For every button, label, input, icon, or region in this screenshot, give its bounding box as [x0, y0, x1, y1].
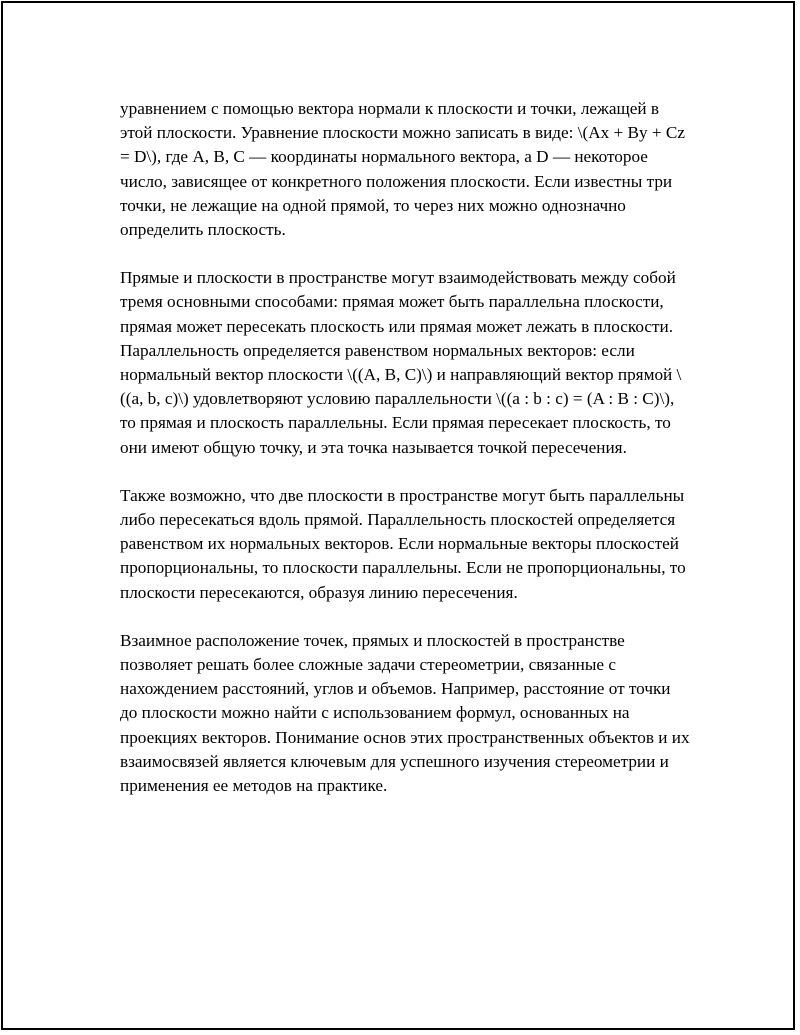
paragraph-conclusion: Взаимное расположение точек, прямых и плоскостей в пространстве позволяет решать более сложные задачи стереометрии, связанные с нахождением расстояний, углов и объемов. Например, расстояние от точки до плоскости можно найти с использованием формул, основанных на проекциях векторов. Понимание основ этих пространственных объектов и их взаимосвязей является ключевым для успешного изучения стереометрии и применения ее методов на практике.	[120, 630, 690, 796]
paragraph-plane-equation: уравнением с помощью вектора нормали к плоскости и точки, лежащей в этой плоскости. Уравнение плоскости можно записать в виде: \(Ax + By + Cz = D\), где A, B, C — координаты нормального вектора, а D — некоторое число, зависящее от конкретного положения плоскости. Если известны три точки, не лежащие на одной прямой, то через них можно однозначно определить плоскость.	[120, 99, 685, 240]
paragraph-two-planes: Также возможно, что две плоскости в пространстве могут быть параллельны либо пересекаться вдоль прямой. Параллельность плоскостей определяется равенством их нормальных векторов. Если нормальные векторы плоскостей пропорциональны, то плоскости параллельны. Если не пропорциональны, то плоскости пересекаются, образуя линию пересечения.	[120, 485, 686, 602]
document-body	[120, 97, 692, 822]
paragraph-line-plane-relations: Прямые и плоскости в пространстве могут взаимодействовать между собой тремя основными способами: прямая может быть параллельна плоскости, прямая может пересекать плоскость или прямая может лежать в плоскости. Параллельность определяется равенством нормальных векторов: если нормальный вектор плоскости \((A, B, C)\) и направляющий вектор прямой \((a, b, c)\) удовлетворяют условию параллельности \((a : b : c) = (A : B : C)\), то прямая и плоскость параллельны. Если прямая пересекает плоскость, то они имеют общую точку, и эта точка называется точкой пересечения.	[120, 268, 682, 457]
page-frame	[1, 1, 795, 1030]
